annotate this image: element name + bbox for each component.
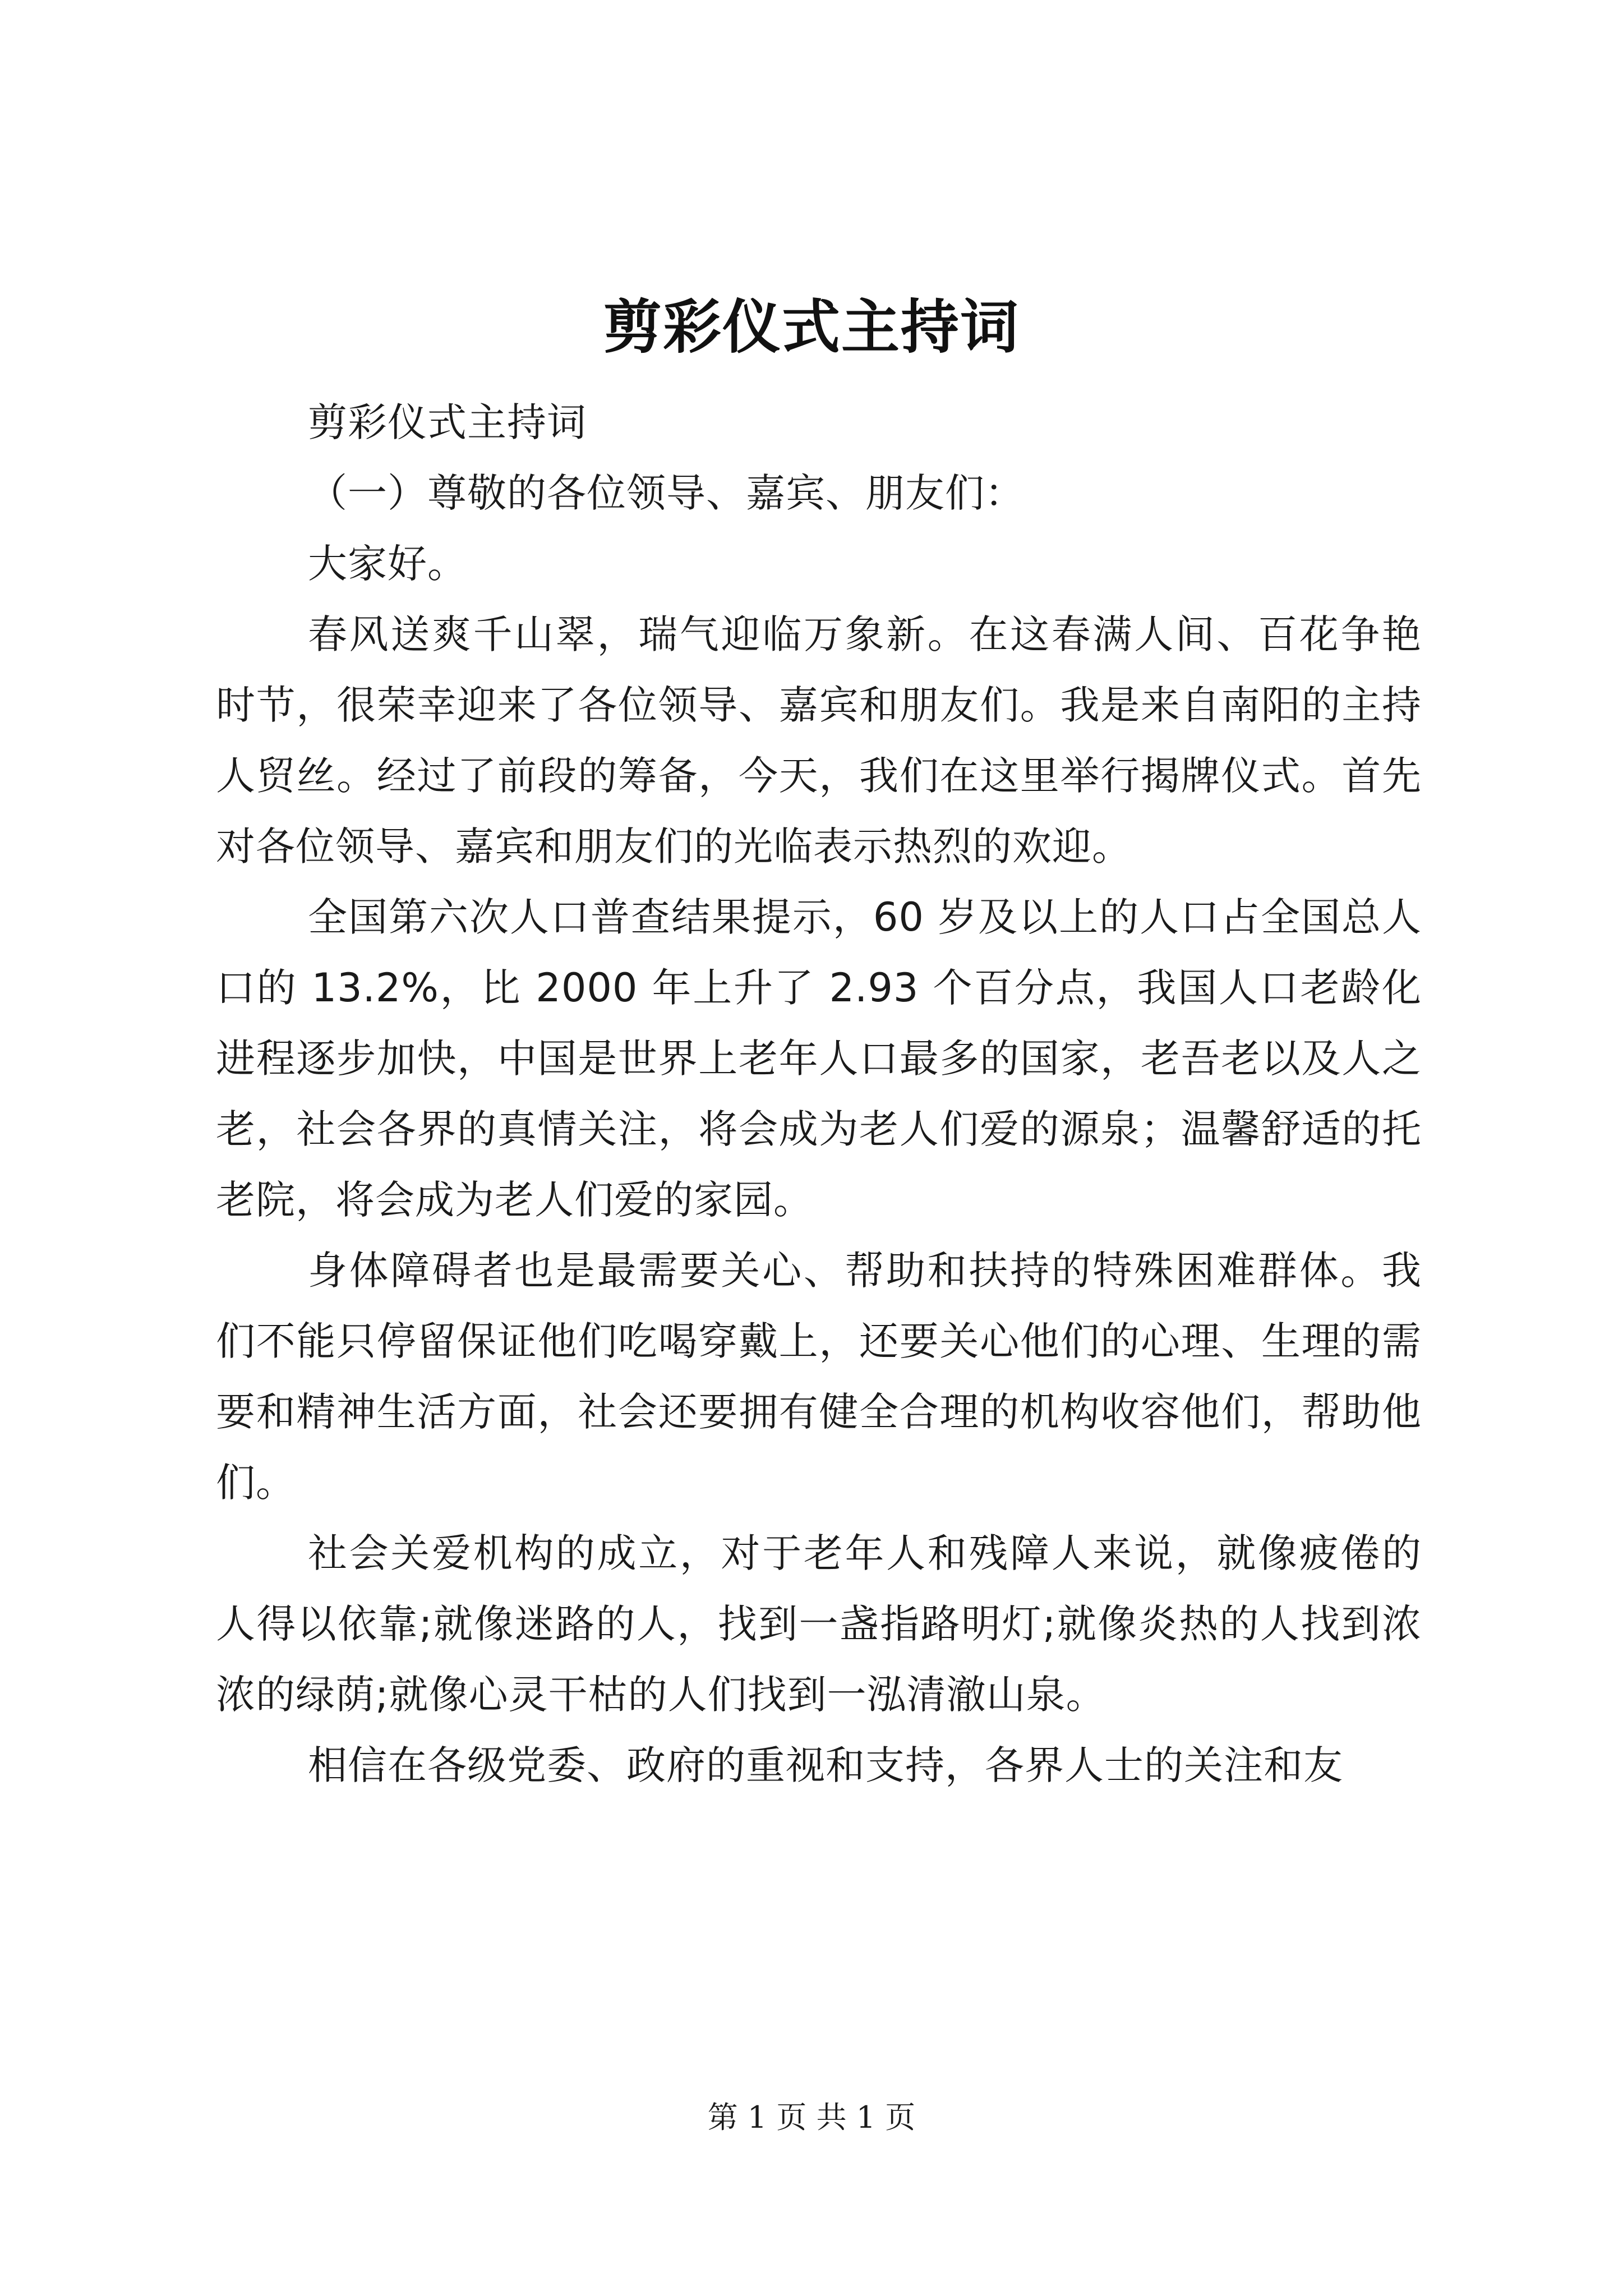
document-title: 剪彩仪式主持词 — [603, 292, 1020, 361]
paragraph: 春风送爽千山翠，瑞气迎临万象新。在这春满人间、百花争艳时节，很荣幸迎来了各位领导、嘉宾和朋友们。我是来自南阳的主持人贸丝。经过了前段的筹备，今天，我们在这里举行揭牌仪式。首先对各位领导、嘉宾和朋友们的光临表示热烈的欢迎。 — [216, 611, 1422, 869]
paragraph: 身体障碍者也是最需要关心、帮助和扶持的特殊困难群体。我们不能只停留保证他们吃喝穿戴上，还要关心他们的心理、生理的需要和精神生活方面，社会还要拥有健全合理的机构收容他们，帮助他们。 — [216, 1248, 1422, 1506]
paragraph: 相信在各级党委、政府的重视和支持，各界人士的关注和友 — [308, 1742, 1343, 1788]
paragraph: 剪彩仪式主持词 — [308, 399, 587, 445]
paragraph: 大家好。 — [308, 541, 467, 587]
paragraph: （一）尊敬的各位领导、嘉宾、朋友们： — [308, 470, 1025, 516]
paragraph: 全国第六次人口普查结果提示，60 岁及以上的人口占全国总人口的 13.2%，比 2000 年上升了 2.93 个百分点，我国人口老龄化进程逐步加快，中国是世界上老年人口最多的国家，老吾老以及人之老，社会各界的真情关注，将会成为老人们爱的源泉；温馨舒适的托老院，将会成为老人们爱的家园。 — [216, 894, 1422, 1223]
page-number-footer: 第 1 页 共 1 页 — [707, 2100, 916, 2135]
paragraph: 社会关爱机构的成立，对于老年人和残障人来说，就像疲倦的人得以依靠;就像迷路的人，找到一盏指路明灯;就像炎热的人找到浓浓的绿荫;就像心灵干枯的人们找到一泓清澈山泉。 — [216, 1530, 1422, 1718]
document-body — [216, 387, 1422, 1801]
